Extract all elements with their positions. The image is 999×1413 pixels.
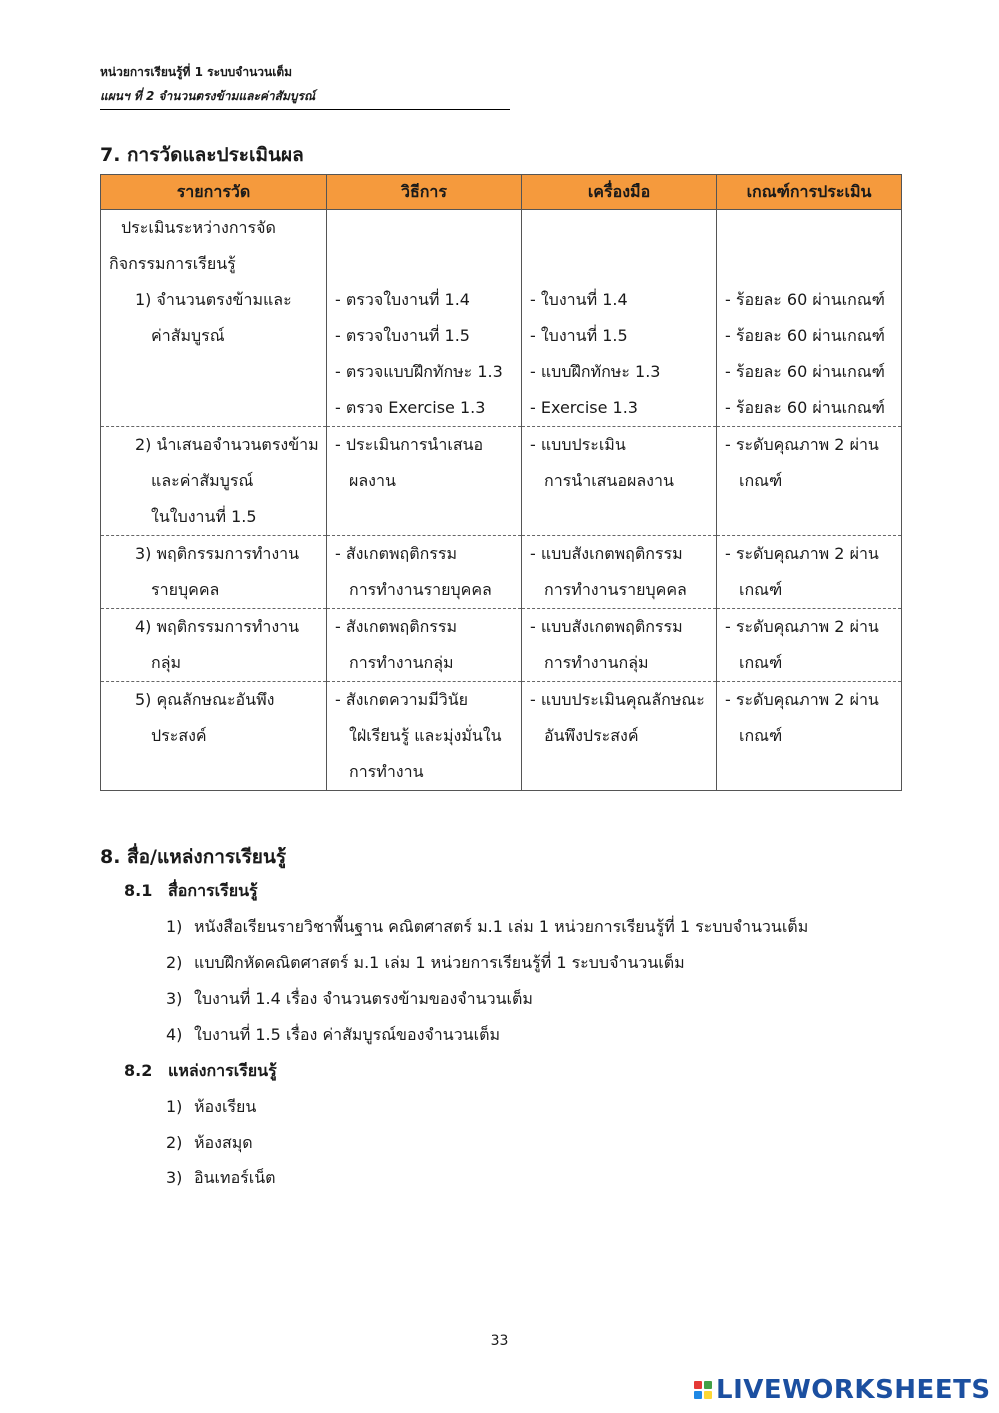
list-text: หนังสือเรียนรายวิชาพื้นฐาน คณิตศาสตร์ ม.1 เล่ม 1 หน่วยการเรียนรู้ที่ 1 ระบบจำนวนเต็ม xyxy=(194,917,809,936)
subsection-number: 8.2 xyxy=(124,1061,153,1080)
list-number: 1) xyxy=(166,1097,183,1116)
cell-line: - ตรวจใบงานที่ 1.4 xyxy=(335,290,470,309)
list-text: ห้องสมุด xyxy=(194,1133,253,1152)
table-row xyxy=(101,427,902,536)
cell-line: - ระดับคุณภาพ 2 ผ่าน xyxy=(725,544,879,563)
section-8-title: 8. สื่อ/แหล่งการเรียนรู้ xyxy=(100,846,287,868)
cell-line: เกณฑ์ xyxy=(739,471,783,490)
cell-method xyxy=(327,609,522,682)
list-item xyxy=(166,1166,276,1191)
cell-criteria xyxy=(717,682,902,791)
table-row xyxy=(101,609,902,682)
cell-line: - แบบสังเกตพฤติกรรม xyxy=(530,617,683,636)
cell-criteria xyxy=(717,536,902,609)
header-unit: หน่วยการเรียนรู้ที่ 1 ระบบจำนวนเต็ม xyxy=(100,65,293,79)
cell-item xyxy=(101,210,327,427)
cell-line: - ตรวจใบงานที่ 1.5 xyxy=(335,326,470,345)
list-text: แบบฝึกหัดคณิตศาสตร์ ม.1 เล่ม 1 หน่วยการเรียนรู้ที่ 1 ระบบจำนวนเต็ม xyxy=(194,953,685,972)
subsection-8-1-title xyxy=(124,879,258,904)
cell-line: 1) จำนวนตรงข้ามและ xyxy=(135,290,292,309)
cell-line: 3) พฤติกรรมการทำงาน xyxy=(135,544,300,563)
cell-line: กิจกรรมการเรียนรู้ xyxy=(109,254,236,273)
cell-line: การทำงานรายบุคคล xyxy=(349,580,492,599)
cell-line: - ประเมินการนำเสนอ xyxy=(335,435,484,454)
cell-tool xyxy=(522,210,717,427)
liveworksheets-logo xyxy=(694,1375,991,1405)
cell-line: 2) นำเสนอจำนวนตรงข้าม xyxy=(135,435,319,454)
cell-item xyxy=(101,536,327,609)
list-item xyxy=(166,1131,253,1156)
cell-tool xyxy=(522,609,717,682)
subsection-number: 8.1 xyxy=(124,881,153,900)
cell-line: - ร้อยละ 60 ผ่านเกณฑ์ xyxy=(725,398,885,417)
cell-line: - ระดับคุณภาพ 2 ผ่าน xyxy=(725,435,879,454)
cell-method xyxy=(327,536,522,609)
list-number: 2) xyxy=(166,953,183,972)
cell-line: การทำงานกลุ่ม xyxy=(349,653,454,672)
cell-item xyxy=(101,427,327,536)
cell-line: - ระดับคุณภาพ 2 ผ่าน xyxy=(725,690,879,709)
column-header-method: วิธีการ xyxy=(327,175,522,210)
cell-method xyxy=(327,210,522,427)
list-item xyxy=(166,1095,256,1120)
subsection-8-2-title xyxy=(124,1059,277,1084)
list-number: 3) xyxy=(166,1168,183,1187)
cell-line: เกณฑ์ xyxy=(739,726,783,745)
cell-line: - แบบสังเกตพฤติกรรม xyxy=(530,544,683,563)
list-number: 4) xyxy=(166,1025,183,1044)
list-text: อินเทอร์เน็ต xyxy=(194,1168,276,1187)
logo-grid-icon xyxy=(694,1381,712,1399)
cell-line: - แบบประเมิน xyxy=(530,435,626,454)
cell-line: 4) พฤติกรรมการทำงาน xyxy=(135,617,300,636)
cell-line: - สังเกตพฤติกรรม xyxy=(335,617,458,636)
cell-line: - สังเกตพฤติกรรม xyxy=(335,544,458,563)
column-header-criteria: เกณฑ์การประเมิน xyxy=(717,175,902,210)
list-text: ใบงานที่ 1.4 เรื่อง จำนวนตรงข้ามของจำนวนเต็ม xyxy=(194,989,533,1008)
cell-item xyxy=(101,682,327,791)
section-7-title: 7. การวัดและประเมินผล xyxy=(100,144,304,166)
cell-method xyxy=(327,682,522,791)
cell-line: เกณฑ์ xyxy=(739,580,783,599)
list-number: 2) xyxy=(166,1133,183,1152)
page-number: 33 xyxy=(490,1333,509,1349)
cell-line: - แบบฝึกทักษะ 1.3 xyxy=(530,362,661,381)
cell-method xyxy=(327,427,522,536)
cell-tool xyxy=(522,427,717,536)
list-item xyxy=(166,951,685,976)
cell-line: กลุ่ม xyxy=(151,653,182,672)
table-row xyxy=(101,536,902,609)
subsection-label: สื่อการเรียนรู้ xyxy=(168,881,258,900)
header-plan: แผนฯ ที่ 2 จำนวนตรงข้ามและค่าสัมบูรณ์ xyxy=(100,89,316,103)
cell-line: เกณฑ์ xyxy=(739,653,783,672)
list-item xyxy=(166,987,533,1012)
cell-line: ใฝ่เรียนรู้ และมุ่งมั่นใน xyxy=(349,726,502,745)
cell-line: การนำเสนอผลงาน xyxy=(544,471,674,490)
cell-line: - ใบงานที่ 1.4 xyxy=(530,290,628,309)
cell-line: - ตรวจแบบฝึกทักษะ 1.3 xyxy=(335,362,503,381)
subsection-label: แหล่งการเรียนรู้ xyxy=(168,1061,277,1080)
list-item xyxy=(166,915,808,940)
cell-line: - ตรวจ Exercise 1.3 xyxy=(335,398,486,417)
cell-criteria xyxy=(717,609,902,682)
column-header-tool: เครื่องมือ xyxy=(522,175,717,210)
list-number: 3) xyxy=(166,989,183,1008)
table-row xyxy=(101,682,902,791)
cell-line: ในใบงานที่ 1.5 xyxy=(151,507,257,526)
cell-line: - ระดับคุณภาพ 2 ผ่าน xyxy=(725,617,879,636)
cell-line: - ใบงานที่ 1.5 xyxy=(530,326,628,345)
cell-line: - ร้อยละ 60 ผ่านเกณฑ์ xyxy=(725,362,885,381)
cell-line: อันพึงประสงค์ xyxy=(544,726,639,745)
list-text: ห้องเรียน xyxy=(194,1097,257,1116)
logo-text: LIVEWORKSHEETS xyxy=(716,1375,991,1405)
cell-line: - แบบประเมินคุณลักษณะ xyxy=(530,690,705,709)
cell-line: - Exercise 1.3 xyxy=(530,398,638,417)
cell-line: การทำงานกลุ่ม xyxy=(544,653,649,672)
cell-line: 5) คุณลักษณะอันพึง xyxy=(135,690,275,709)
cell-line: การทำงาน xyxy=(349,762,424,781)
list-number: 1) xyxy=(166,917,183,936)
cell-line: ประสงค์ xyxy=(151,726,207,745)
cell-line: และค่าสัมบูรณ์ xyxy=(151,471,254,490)
evaluation-table xyxy=(100,174,902,791)
cell-line: การทำงานรายบุคคล xyxy=(544,580,687,599)
cell-line: ประเมินระหว่างการจัด xyxy=(121,218,276,237)
table-header-row xyxy=(101,175,902,210)
cell-criteria xyxy=(717,210,902,427)
list-item xyxy=(166,1023,500,1048)
cell-criteria xyxy=(717,427,902,536)
cell-item xyxy=(101,609,327,682)
cell-line: - สังเกตความมีวินัย xyxy=(335,690,469,709)
cell-line: - ร้อยละ 60 ผ่านเกณฑ์ xyxy=(725,326,885,345)
cell-tool xyxy=(522,536,717,609)
header-divider xyxy=(100,109,510,110)
cell-tool xyxy=(522,682,717,791)
column-header-item: รายการวัด xyxy=(101,175,327,210)
cell-line: รายบุคคล xyxy=(151,580,220,599)
cell-line: ค่าสัมบูรณ์ xyxy=(151,326,225,345)
list-text: ใบงานที่ 1.5 เรื่อง ค่าสัมบูรณ์ของจำนวนเต็ม xyxy=(194,1025,501,1044)
table-row xyxy=(101,210,902,427)
cell-line: ผลงาน xyxy=(349,471,396,490)
cell-line: - ร้อยละ 60 ผ่านเกณฑ์ xyxy=(725,290,885,309)
